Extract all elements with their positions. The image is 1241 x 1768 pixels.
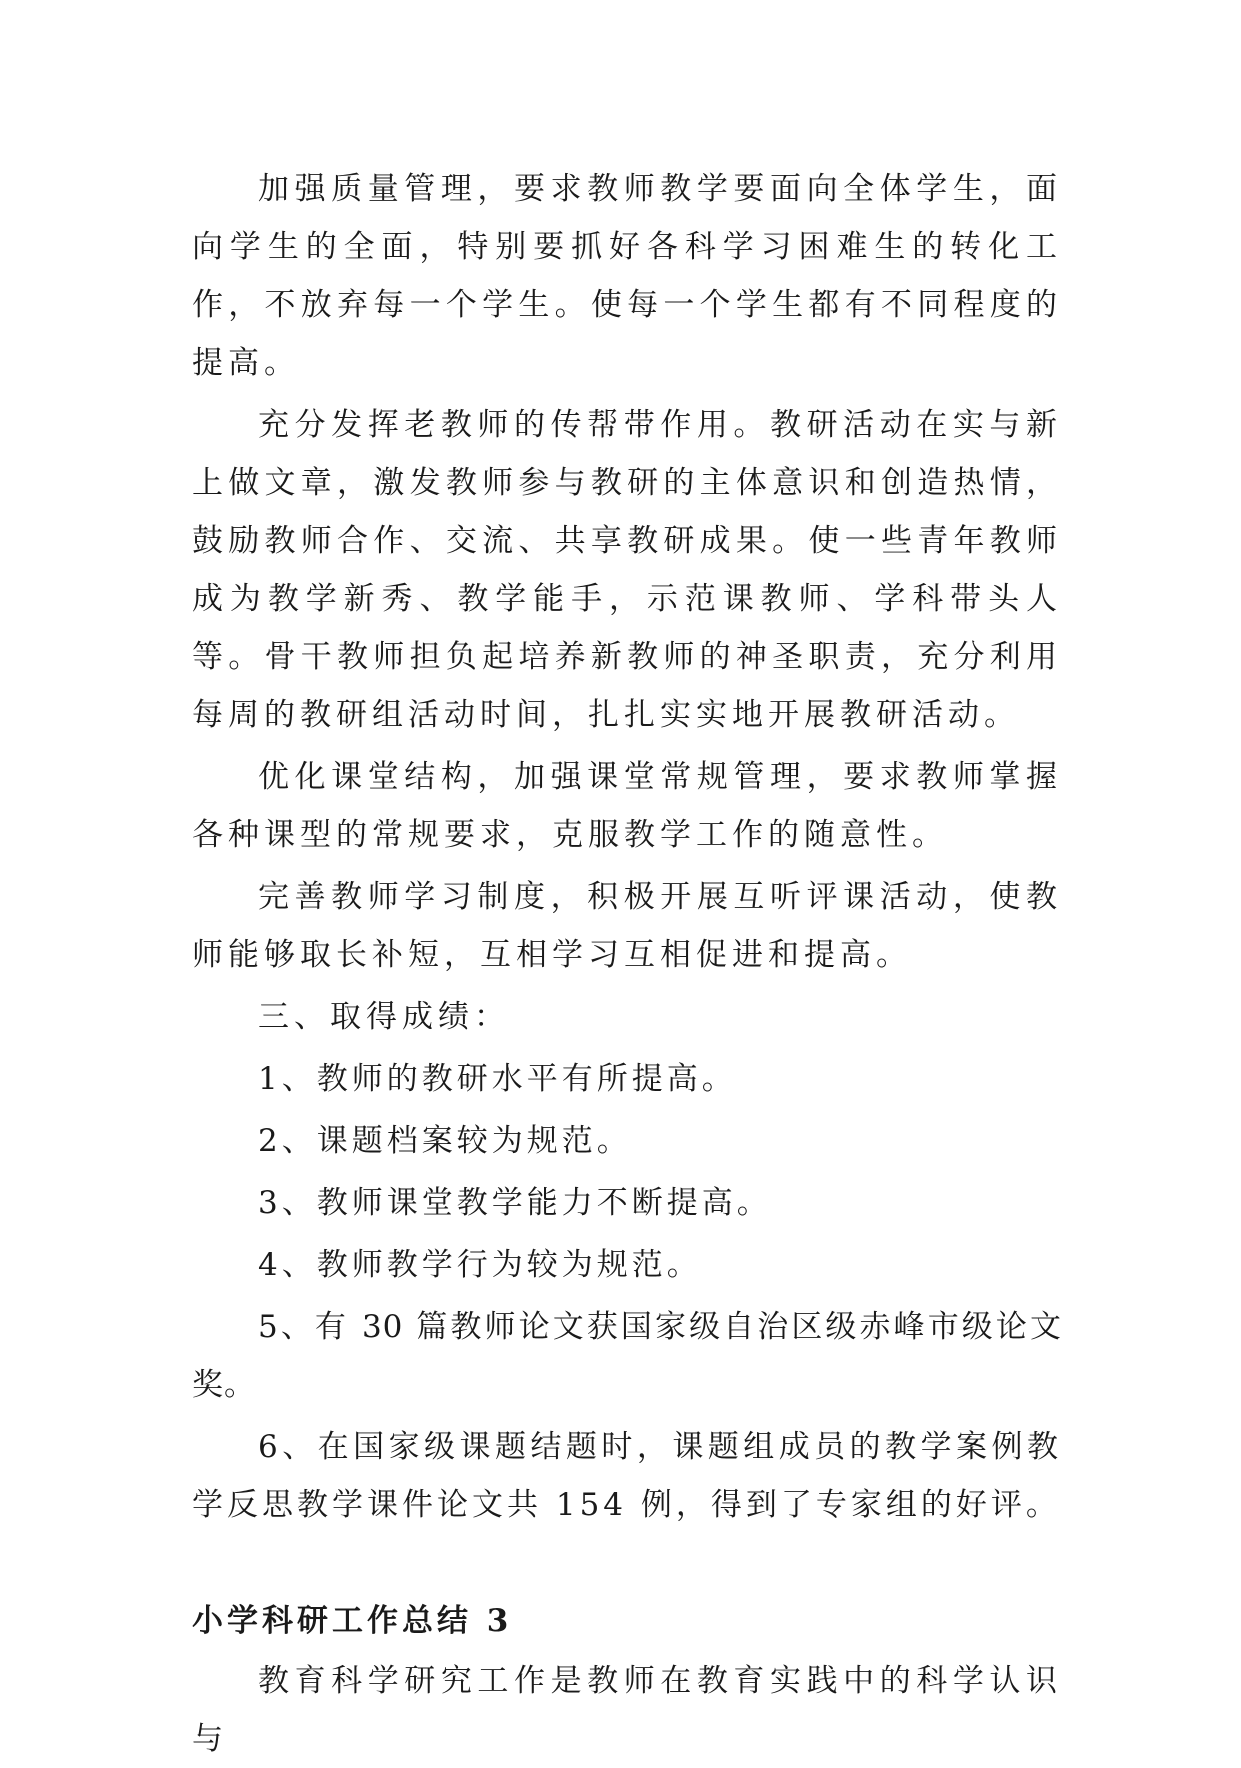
- document-body: [192, 160, 1062, 1768]
- achievement-item-2: 2、课题档案较为规范。: [258, 1123, 632, 1159]
- paragraph-quality-management: 加强质量管理，要求教师教学要面向全体学生，面向学生的全面，特别要抓好各科学习困难生的转化工作，不放弃每一个学生。使每一个学生都有不同程度的提高。: [192, 171, 1062, 381]
- achievement-item-4: 4、教师教学行为较为规范。: [258, 1247, 702, 1283]
- paragraph-mentoring: 充分发挥老教师的传帮带作用。教研活动在实与新上做文章，激发教师参与教研的主体意识和创造热情，鼓励教师合作、交流、共享教研成果。使一些青年教师成为教学新秀、教学能手，示范课教师、学科带头人等。骨干教师担负起培养新教师的神圣职责，充分利用每周的教研组活动时间，扎扎实实地开展教研活动。: [192, 407, 1062, 733]
- achievement-item-6: 6、在国家级课题结题时，课题组成员的教学案例教学反思教学课件论文共 154 例，得到了专家组的好评。: [192, 1429, 1062, 1523]
- section-label-achievements: 三、取得成绩：: [258, 999, 510, 1035]
- achievement-item-3: 3、教师课堂教学能力不断提高。: [258, 1185, 772, 1221]
- paragraph-study-system: 完善教师学习制度，积极开展互听评课活动，使教师能够取长补短，互相学习互相促进和提高。: [192, 879, 1062, 973]
- achievement-item-1: 1、教师的教研水平有所提高。: [258, 1061, 737, 1097]
- paragraph-research-intro: 教育科学研究工作是教师在教育实践中的科学认识与: [192, 1663, 1062, 1757]
- achievement-item-5: 5、有 30 篇教师论文获国家级自治区级赤峰市级论文奖。: [192, 1309, 1062, 1403]
- section-heading: 小学科研工作总结 3: [192, 1603, 513, 1639]
- paragraph-classroom-structure: 优化课堂结构，加强课堂常规管理，要求教师掌握各种课型的常规要求，克服教学工作的随意性。: [192, 759, 1062, 853]
